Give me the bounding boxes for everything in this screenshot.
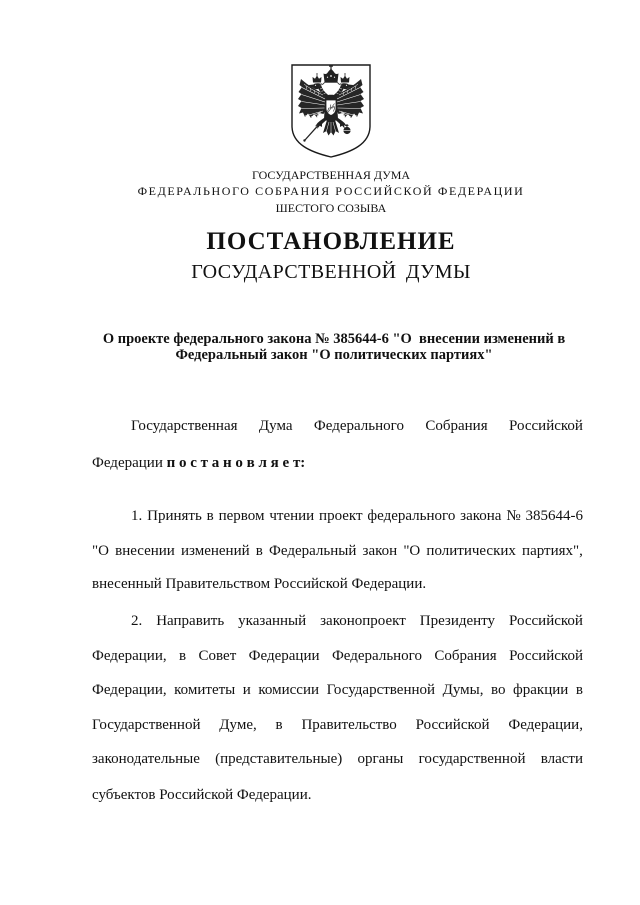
word: (представительные) <box>215 751 343 767</box>
word: 2. <box>131 613 143 629</box>
word: Федерации <box>248 648 320 664</box>
word: Российской <box>415 717 490 733</box>
word: Думы, <box>442 682 484 698</box>
item-2-line-5 <box>92 749 583 769</box>
word: законодательные <box>92 751 200 767</box>
assembly-name: ФЕДЕРАЛЬНОГО СОБРАНИЯ РОССИЙСКОЙ ФЕДЕРАЦИИ <box>137 184 525 198</box>
word: указанный <box>238 613 307 629</box>
document-issuer: ГОСУДАРСТВЕННОЙ ДУМЫ <box>191 261 471 283</box>
item-1-line-3: внесенный Правительством Российской Федерации. <box>92 576 427 592</box>
word: партиях", <box>522 543 583 559</box>
word: политических <box>426 543 516 559</box>
word: закона <box>460 508 502 524</box>
word: комиссии <box>258 682 320 698</box>
preamble-text: Федерации <box>92 455 163 471</box>
word: Федерального <box>313 418 404 434</box>
word: Российской <box>509 613 583 629</box>
word: изменений <box>180 543 250 559</box>
word: внесении <box>115 543 175 559</box>
orb <box>343 124 350 134</box>
word: в <box>575 682 583 698</box>
word: Направить <box>156 613 225 629</box>
word: Федерального <box>331 648 422 664</box>
word: федерального <box>367 508 456 524</box>
central-crown <box>324 65 339 83</box>
word: Российской <box>509 648 583 664</box>
word: Принять <box>147 508 202 524</box>
word: в <box>275 717 283 733</box>
word: Президенту <box>419 613 496 629</box>
word: чтении <box>269 508 315 524</box>
item-2-line-2 <box>92 646 583 666</box>
item-2-line-4 <box>92 715 583 735</box>
subject-line-1: О проекте федерального закона № 385644-6 "О внесении изменений в <box>102 331 566 347</box>
word: комитеты <box>174 682 236 698</box>
word: государственной <box>418 751 526 767</box>
word: первом <box>218 508 265 524</box>
subject-line-2: Федеральный закон "О политических партиях" <box>175 347 493 363</box>
word: Федерации, <box>508 717 583 733</box>
convocation: ШЕСТОГО СОЗЫВА <box>275 201 387 215</box>
word: власти <box>540 751 583 767</box>
document-type: ПОСТАНОВЛЕНИЕ <box>206 228 456 255</box>
word: во <box>491 682 506 698</box>
preamble-line-2 <box>92 453 583 473</box>
word: Государственной <box>92 717 201 733</box>
word: 1. <box>131 508 143 524</box>
eagle-tail <box>323 120 339 136</box>
word: проект <box>319 508 363 524</box>
word: 385644-6 <box>525 508 583 524</box>
word: в <box>255 543 263 559</box>
preamble-line-1 <box>131 416 583 436</box>
item-2-line-1 <box>131 611 583 631</box>
word: в <box>179 648 187 664</box>
item-2-line-3 <box>92 680 583 700</box>
decision-verb: п о с т а н о в л я е т: <box>166 455 306 471</box>
item-2-line-6: субъектов Российской Федерации. <box>92 787 312 803</box>
coat-of-arms-icon <box>290 62 372 158</box>
item-1-line-1 <box>131 506 583 526</box>
item-1-line-2 <box>92 541 583 561</box>
word: в <box>206 508 214 524</box>
word: Российской <box>509 418 583 434</box>
word: Дума <box>258 418 293 434</box>
chest-shield <box>326 100 336 116</box>
word: Совет <box>198 648 237 664</box>
word: Федерации, <box>92 682 167 698</box>
scepter <box>303 126 318 142</box>
word: Правительство <box>301 717 397 733</box>
word: Федерации, <box>92 648 167 664</box>
word: Государственной <box>326 682 436 698</box>
word: Федеральный <box>269 543 357 559</box>
word: Собрания <box>425 418 488 434</box>
word: "О <box>92 543 109 559</box>
word: Государственная <box>131 418 238 434</box>
word: законопроект <box>320 613 406 629</box>
word: Думе, <box>219 717 257 733</box>
word: № <box>506 508 521 524</box>
word: "О <box>403 543 421 559</box>
word: закон <box>362 543 398 559</box>
word: фракции <box>513 682 569 698</box>
word: Собрания <box>434 648 497 664</box>
word: и <box>242 682 251 698</box>
word: органы <box>357 751 404 767</box>
chamber-name: ГОСУДАРСТВЕННАЯ ДУМА <box>251 168 411 182</box>
